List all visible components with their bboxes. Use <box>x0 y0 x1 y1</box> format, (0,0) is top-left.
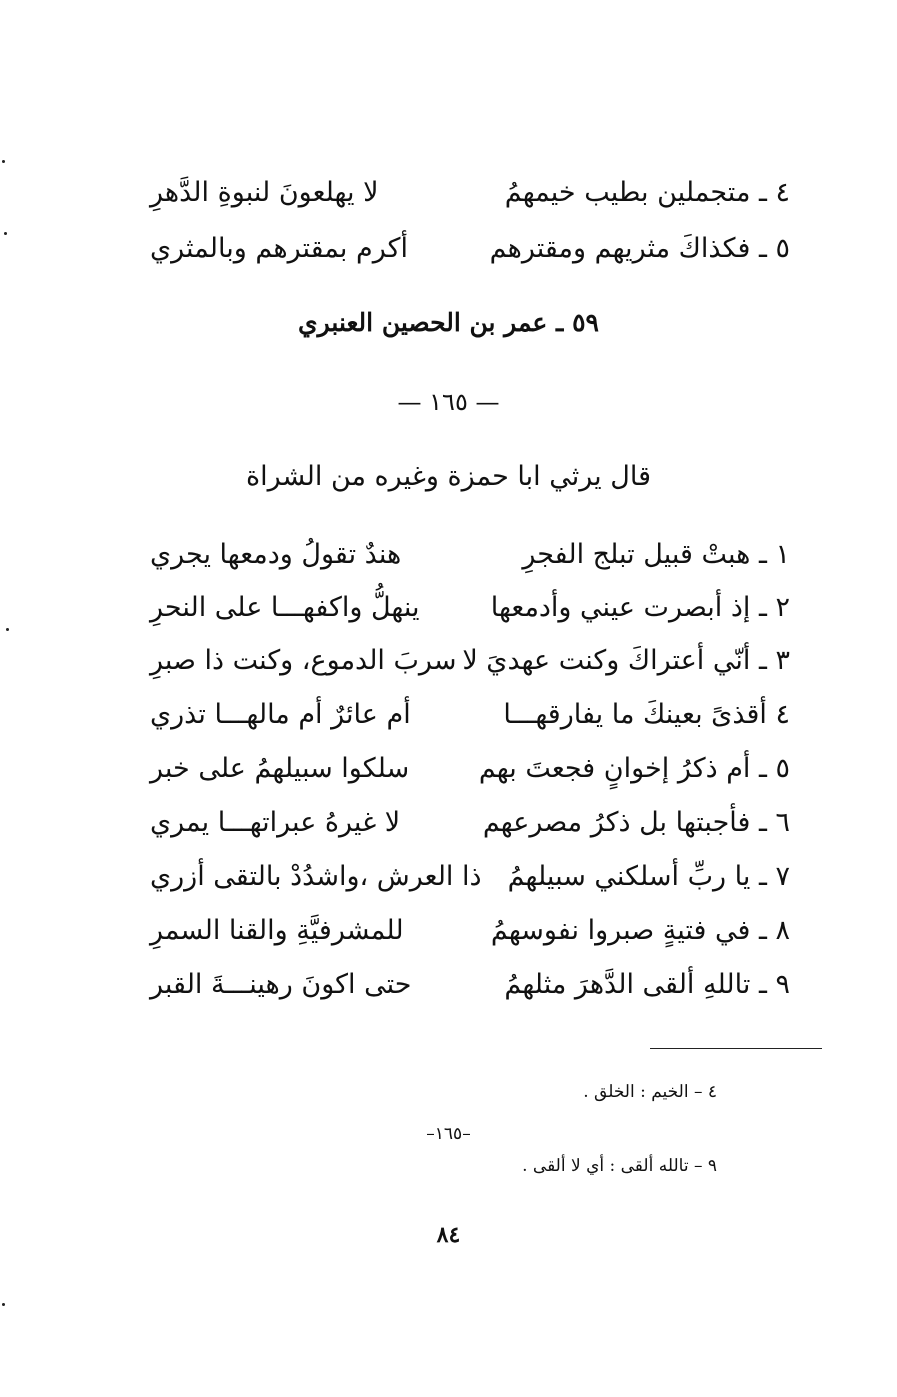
verse-row <box>150 224 790 274</box>
scan-speck <box>4 232 7 235</box>
verse-row <box>150 636 790 686</box>
first-hemistich: ٨ ـ في فتيةٍ صبروا نفوسهمُ <box>490 915 790 946</box>
verse-row <box>150 906 790 956</box>
first-hemistich: ٩ ـ تاللهِ ألقى الدَّهرَ مثلهمُ <box>504 969 790 1000</box>
footnote: ٩ – تالله ألقى : أي لا ألقى . <box>522 1156 717 1176</box>
footnote: ٤ – الخيم : الخلق . <box>583 1082 717 1102</box>
verse-row <box>150 960 790 1010</box>
second-hemistich: سربَ الدموع، وكنت ذا صبرِ <box>150 645 457 676</box>
second-hemistich: هندٌ تقولُ ودمعها يجري <box>150 539 402 570</box>
page-number: ٨٤ <box>436 1222 461 1248</box>
verse-row <box>150 798 790 848</box>
second-hemistich: لا يهلعونَ لنبوةِ الدَّهرِ <box>150 177 379 208</box>
verse-row <box>150 583 790 633</box>
first-hemistich: ٦ ـ فأجبتها بل ذكرُ مصرعهم <box>482 807 790 838</box>
second-hemistich: أم عائرٌ أم مالهـــا تذري <box>150 699 411 730</box>
second-hemistich: أكرم بمقترهم وبالمثري <box>150 233 408 264</box>
first-hemistich: ٤ ـ متجملين بطيب خيمهمُ <box>504 177 790 208</box>
first-hemistich: ١ ـ هبتْ قبيل تبلج الفجرِ <box>522 539 790 570</box>
footnote-divider <box>650 1048 822 1049</box>
verse-row <box>150 852 790 902</box>
first-hemistich: ٧ ـ يا ربِّ أسلكني سبيلهمُ <box>507 861 790 892</box>
section-heading: ٥٩ ـ عمر بن الحصين العنبري <box>298 308 599 337</box>
first-hemistich: ٤ أقذىً بعينكَ ما يفارقهـــا <box>503 699 790 730</box>
second-hemistich: حتى اكونَ رهينـــةَ القبر <box>150 969 412 1000</box>
scan-speck <box>6 628 9 631</box>
verse-row <box>150 530 790 580</box>
verse-row <box>150 168 790 218</box>
verse-row <box>150 744 790 794</box>
first-hemistich: ٥ ـ أم ذكرُ إخوانٍ فجعتَ بهم <box>478 753 790 784</box>
second-hemistich: سلكوا سبيلهمُ على خبر <box>150 753 410 784</box>
footnote-poem-number: –١٦٥– <box>426 1124 471 1144</box>
first-hemistich: ٢ ـ إذ أبصرت عيني وأدمعها <box>490 592 790 623</box>
second-hemistich: ذا العرش ،واشدُدْ بالتقى أزري <box>150 861 482 892</box>
second-hemistich: لا غيرهُ عبراتهـــا يمري <box>150 807 401 838</box>
first-hemistich: ٥ ـ فكذاكَ مثريهم ومقترهم <box>489 233 790 264</box>
scan-speck <box>2 1303 5 1306</box>
scan-speck <box>2 160 5 163</box>
poem-intro: قال يرثي ابا حمزة وغيره من الشراة <box>246 461 651 492</box>
second-hemistich: ينهلُّ واكفهـــا على النحرِ <box>150 592 420 623</box>
second-hemistich: للمشرفيَّةِ والقنا السمرِ <box>150 915 404 946</box>
verse-row <box>150 690 790 740</box>
first-hemistich: ٣ ـ أنّي أعتراكَ وكنت عهديَ لا <box>462 645 790 676</box>
poem-number: — ١٦٥ — <box>397 388 500 416</box>
